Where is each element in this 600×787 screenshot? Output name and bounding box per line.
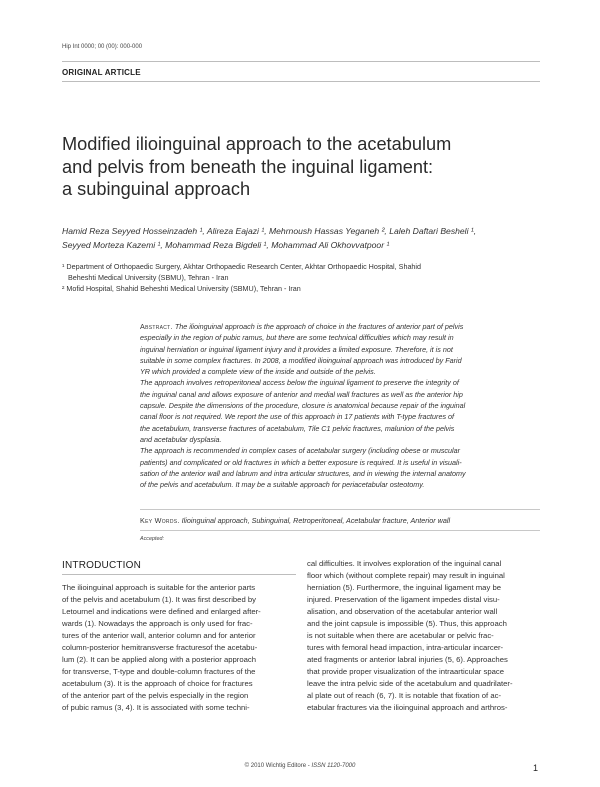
keywords-bottom-rule [140,530,540,531]
abstract-text: The ilioinguinal approach is the approach of choice in the fractures of anterior part of pelvis [172,322,464,331]
body-line: Letournel and indications were defined and enlarged after- [62,607,261,616]
abstract-line: of the pelvis and acetabulum. It may be a suitable approach for periacetabular osteotomy. [140,480,425,490]
body-line: injured. Preservation of the ligament impedes distal visu- [307,595,500,604]
abstract-line: especially in the region of pubic ramus, but there are some technical difficulties which may result in [140,333,454,343]
body-line: column-posterior hemitransverse fracturesof the acetabu- [62,643,258,652]
body-line: floor which (without complete repair) may result in inguinal [307,571,505,580]
body-line: herniation (5). Furthermore, the inguinal ligament may be [307,583,501,592]
body-line: of the pelvis and acetabulum (1). It was first described by [62,595,256,604]
body-line: The ilioinguinal approach is suitable for the anterior parts [62,583,256,592]
abstract-line: inguinal herniation or inguinal ligament injury and it provides a limited exposure. Therefore, it is not [140,344,453,354]
keywords-text: Ilioinguinal approach, Subinguinal, Retroperitoneal, Acetabular fracture, Anterior wall [179,516,451,525]
affiliation-line: ² Mofid Hospital, Shahid Beheshti Medical University (SBMU), Tehran - Iran [62,284,301,293]
footer-issn: ISSN 1120-7000 [311,763,356,769]
body-line: ated fragments or anterior labral injuries (5, 6). Approaches [307,655,508,664]
body-line: tures of the anterior wall, anterior column and for anterior [62,631,256,640]
affiliation-line: ¹ Department of Orthopaedic Surgery, Akhtar Orthopaedic Research Center, Akhtar Orthopaedic Hospital, Shahid [62,262,422,271]
accepted-date: Accepted: [140,536,164,542]
abstract-line: canal floor is not required. We report the use of this approach in 17 patients with T-type fractures of [140,412,455,422]
abstract-line: The approach involves retroperitoneal access below the inguinal ligament to preserve the integrity of [140,378,459,388]
body-line: leave the intra pelvic side of the acetabulum and quadrilater- [307,679,513,688]
body-line: wards (1). Nowadays the approach is only used for frac- [62,619,253,628]
body-line: is not suitable when there are acetabular or pelvic frac- [307,631,494,640]
abstract-line: sation of the anterior wall and labrum and intra articular structures, and in viewing the internal anatomy [140,468,466,478]
body-column-left [62,582,296,714]
author-line: Hamid Reza Seyyed Hosseinzadeh ¹, Alireza Eajazi ¹, Mehrnoush Hassas Yeganeh ², Laleh Daftari Besheli ¹, [62,226,477,236]
abstract-line: capsule. Despite the dimensions of the procedure, closure is anatomical because repair of the inguinal [140,401,466,411]
title-line: and pelvis from beneath the inguinal ligament: [62,156,434,177]
introduction-rule [62,574,296,575]
journal-reference: Hip Int 0000; 00 (00): 000-000 [62,44,143,50]
footer-copyright: © 2010 Wichtig Editore - [244,763,312,769]
abstract-line: suitable in some complex fractures. In 2008, a modified ilioinguinal approach was introduced by Farid [140,355,462,365]
body-line: etabular fractures via the ilioinguinal approach and arthros- [307,703,508,712]
keywords [140,516,540,525]
body-column-right [307,558,540,714]
abstract-line: patients) and complicated or old fractures in which a better exposure is required. It is useful in visuali- [140,457,462,467]
author-list [62,224,540,252]
body-line: of the anterior part of the pelvis especially in the region [62,691,249,700]
keywords-label: Key Words. [140,516,180,525]
title-line: Modified ilioinguinal approach to the acetabulum [62,134,452,154]
page-number: 1 [533,763,539,773]
section-rule [62,81,540,82]
body-line: lum (2). It can be applied along with a posterior approach [62,655,257,664]
article-title [62,133,540,201]
abstract-label: Abstract. [140,322,173,331]
body-line: al plate out of reach (6, 7). It is notable that fixation of ac- [307,691,502,700]
abstract-line: the inguinal canal and allows exposure of anterior and medial wall fractures as well as the anterior hip [140,389,463,399]
author-line: Seyyed Morteza Kazemi ¹, Mohammad Reza Bigdeli ¹, Mohammad Ali Okhovvatpoor ¹ [62,240,390,250]
abstract-line: YR which provided a complete view of the inside and outside of the pelvis. [140,367,376,377]
abstract [140,321,540,490]
abstract-line: The approach is recommended in complex cases of acetabular surgery (including obese or muscular [140,446,461,456]
body-line: of pubic ramus (3, 4). It is associated with some techni- [62,703,250,712]
introduction-heading: INTRODUCTION [62,560,142,571]
page-footer [0,763,600,769]
affiliation-line: Beheshti Medical University (SBMU), Tehran - Iran [68,273,229,282]
abstract-line: the acetabulum, transverse fractures of acetabulum, Tile C1 pelvic fractures, malunion of the pelvis [140,423,455,433]
affiliations [62,261,540,294]
keywords-top-rule [140,509,540,510]
abstract-line: and acetabular dysplasia. [140,434,222,444]
section-label: ORIGINAL ARTICLE [62,68,141,77]
body-line: acetabulum (3). It is the approach of choice for fractures [62,679,253,688]
body-line: cal difficulties. It involves exploration of the inguinal canal [307,559,502,568]
abstract-line [140,321,540,332]
body-line: that provide proper visualization of the intraarticular space [307,667,504,676]
body-line: tures with femoral head impaction, intra-articular incarcer- [307,643,504,652]
header-rule [62,61,540,62]
title-line: a subinguinal approach [62,179,251,199]
body-line: alisation, and observation of the acetabular anterior wall [307,607,498,616]
body-line: and the joint capsule is impossible (5). Thus, this approach [307,619,507,628]
body-line: for transverse, T-type and double-column fractures of the [62,667,256,676]
